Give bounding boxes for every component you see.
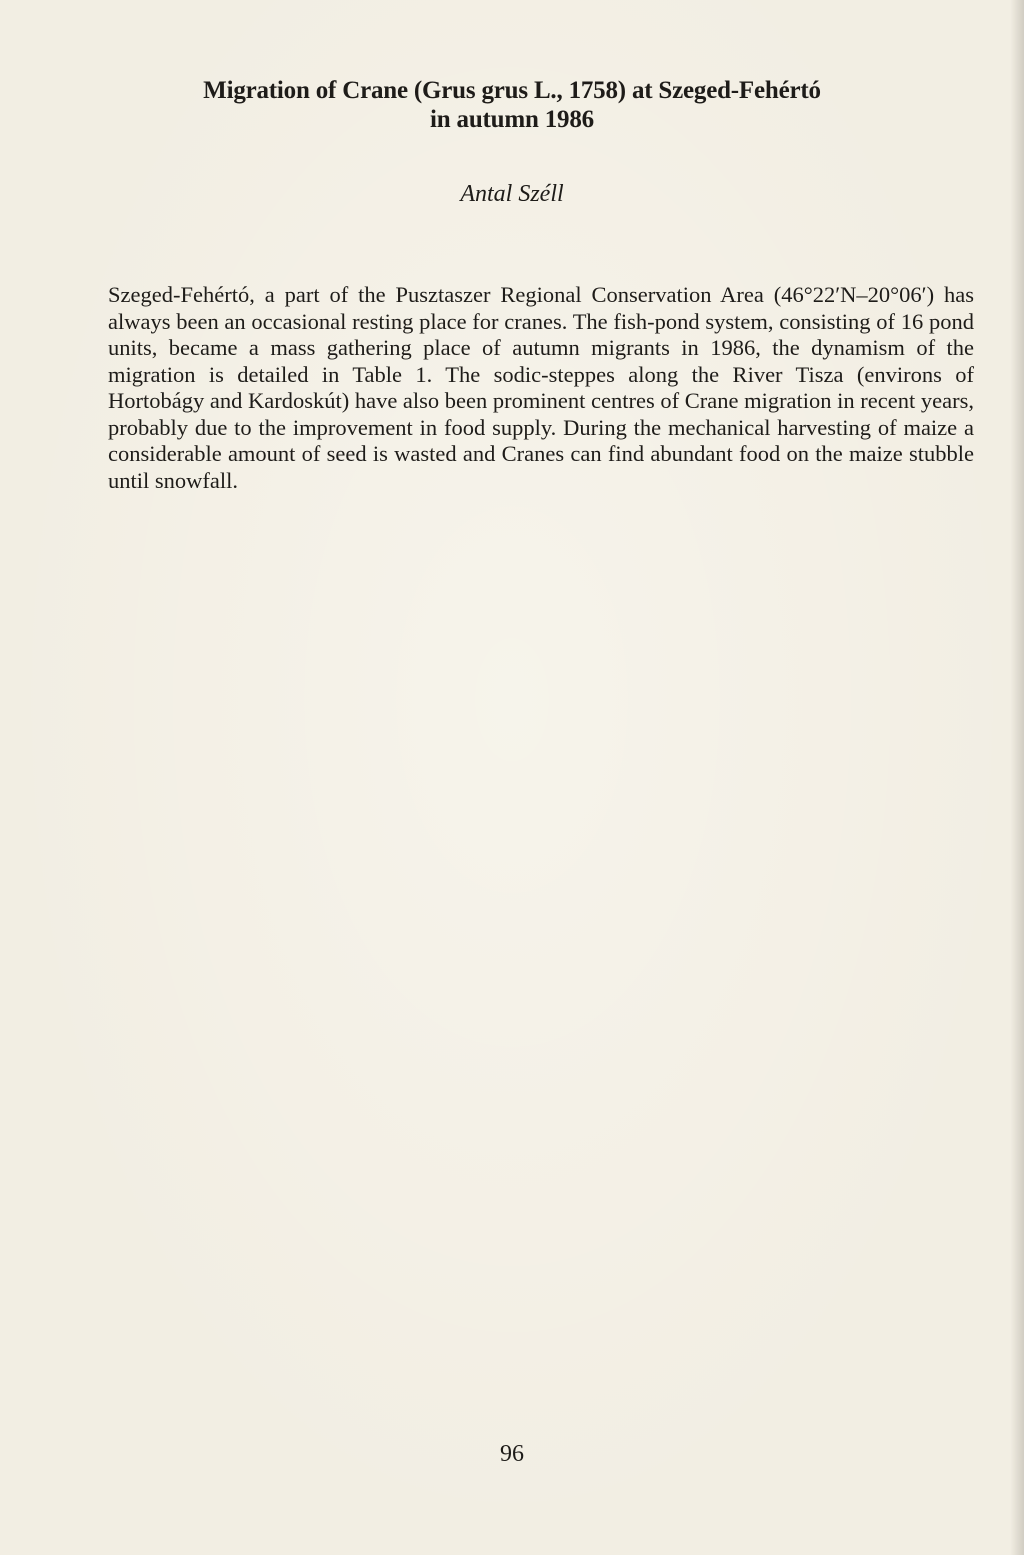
page-number: 96	[500, 1441, 524, 1467]
article-title	[0, 76, 1024, 134]
title-block	[0, 76, 1024, 208]
article-author: Antal Széll	[460, 181, 564, 207]
page-edge-shadow	[1010, 0, 1024, 1555]
article-body-paragraph: Szeged-Fehértó, a part of the Pusztaszer Regional Conservation Area (46°22′N–20°06′) has always been an occasional resting place for cranes. The fish-pond system, consisting of 16 pond units, became a mass gathering place of autumn migrants in 1986, the dynamism of the migration is detailed in Table 1. The sodic-steppes along the River Tisza (environs of Hortobágy and Kardoskút) have also been prominent centres of Crane migration in recent years, probably due to the improvement in food supply. During the mechanical harvesting of maize a considerable amount of seed is wasted and Cranes can find abundant food on the maize stubble until snowfall.	[108, 282, 974, 493]
article-title-line-2: in autumn 1986	[430, 106, 594, 133]
article-title-line-1: Migration of Crane (Grus grus L., 1758) at Szeged-Fehértó	[203, 77, 821, 104]
